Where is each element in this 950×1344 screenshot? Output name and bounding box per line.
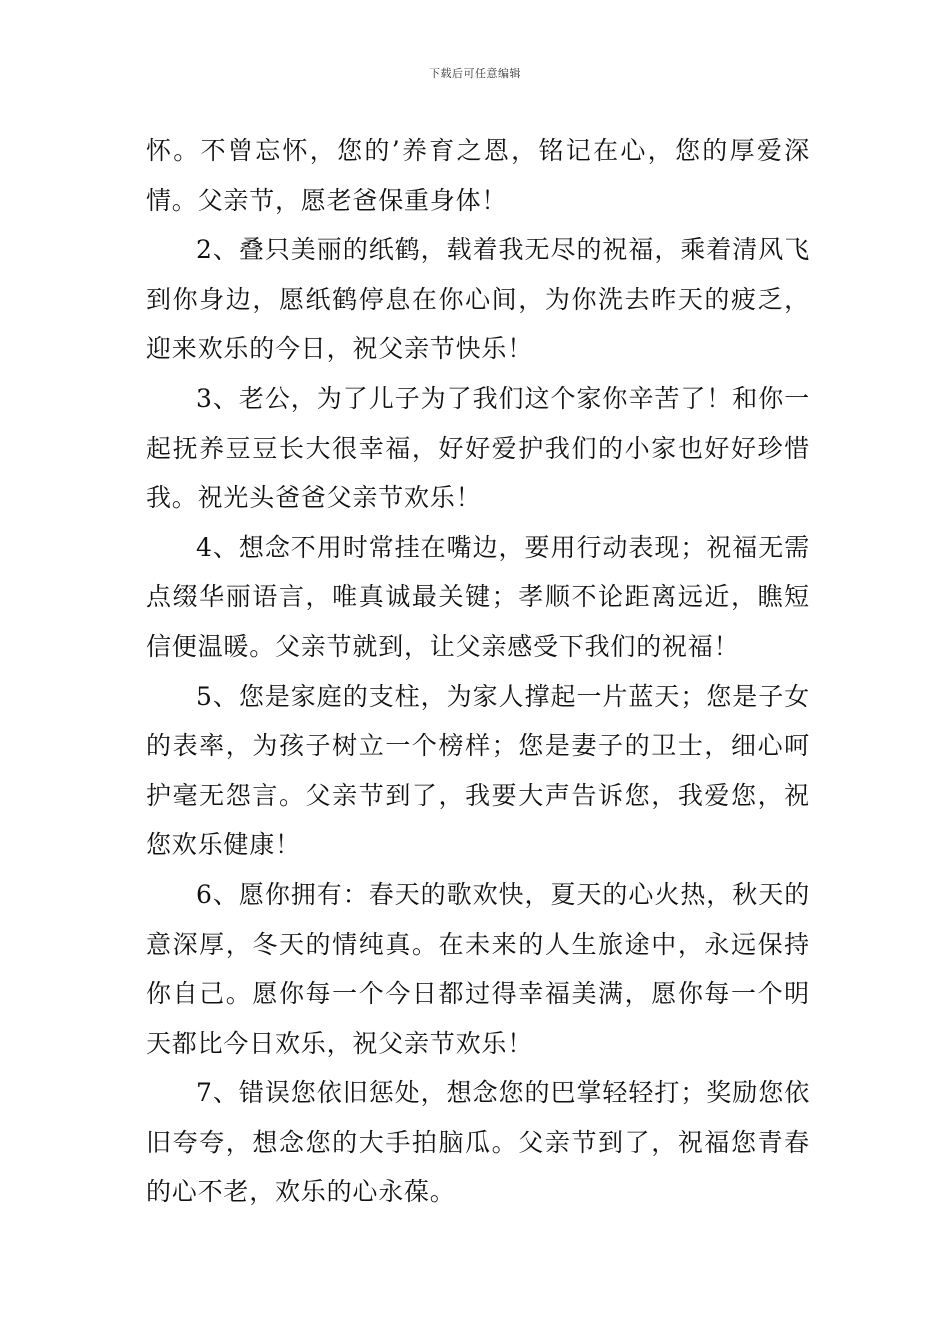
page-header: 下载后可任意编辑 [429, 67, 521, 80]
paragraph-item-4: 4、想念不用时常挂在嘴边，要用行动表现；祝福无需点缀华丽语言，唯真诚最关键；孝顺不论距离远近，瞧短信便温暖。父亲节就到，让父亲感受下我们的祝福！ [146, 532, 810, 661]
paragraph-item-2: 2、叠只美丽的纸鹤，载着我无尽的祝福，乘着清风飞到你身边，愿纸鹤停息在你心间，为你洗去昨天的疲乏，迎来欢乐的今日，祝父亲节快乐！ [146, 235, 810, 364]
paragraph-continuation: 怀。不曾忘怀，您的’养育之恩，铭记在心，您的厚爱深情。父亲节，愿老爸保重身体！ [146, 136, 810, 215]
document-body [146, 126, 810, 1217]
paragraph-item-3: 3、老公，为了儿子为了我们这个家你辛苦了！和你一起抚养豆豆长大很幸福，好好爱护我们的小家也好好珍惜我。祝光头爸爸父亲节欢乐！ [146, 383, 810, 513]
paragraph-item-5: 5、您是家庭的支柱，为家人撑起一片蓝天；您是子女的表率，为孩子树立一个榜样；您是妻子的卫士，细心呵护毫无怨言。父亲节到了，我要大声告诉您，我爱您，祝您欢乐健康！ [146, 681, 810, 860]
paragraph-item-6: 6、愿你拥有：春天的歌欢快，夏天的心火热，秋天的意深厚，冬天的情纯真。在未来的人生旅途中，永远保持你自己。愿你每一个今日都过得幸福美满，愿你每一个明天都比今日欢乐，祝父亲节欢乐！ [146, 879, 810, 1058]
paragraph-item-7: 7、错误您依旧惩处，想念您的巴掌轻轻打；奖励您依旧夸夸，想念您的大手拍脑瓜。父亲节到了，祝福您青春的心不老，欢乐的心永葆。 [146, 1078, 810, 1207]
